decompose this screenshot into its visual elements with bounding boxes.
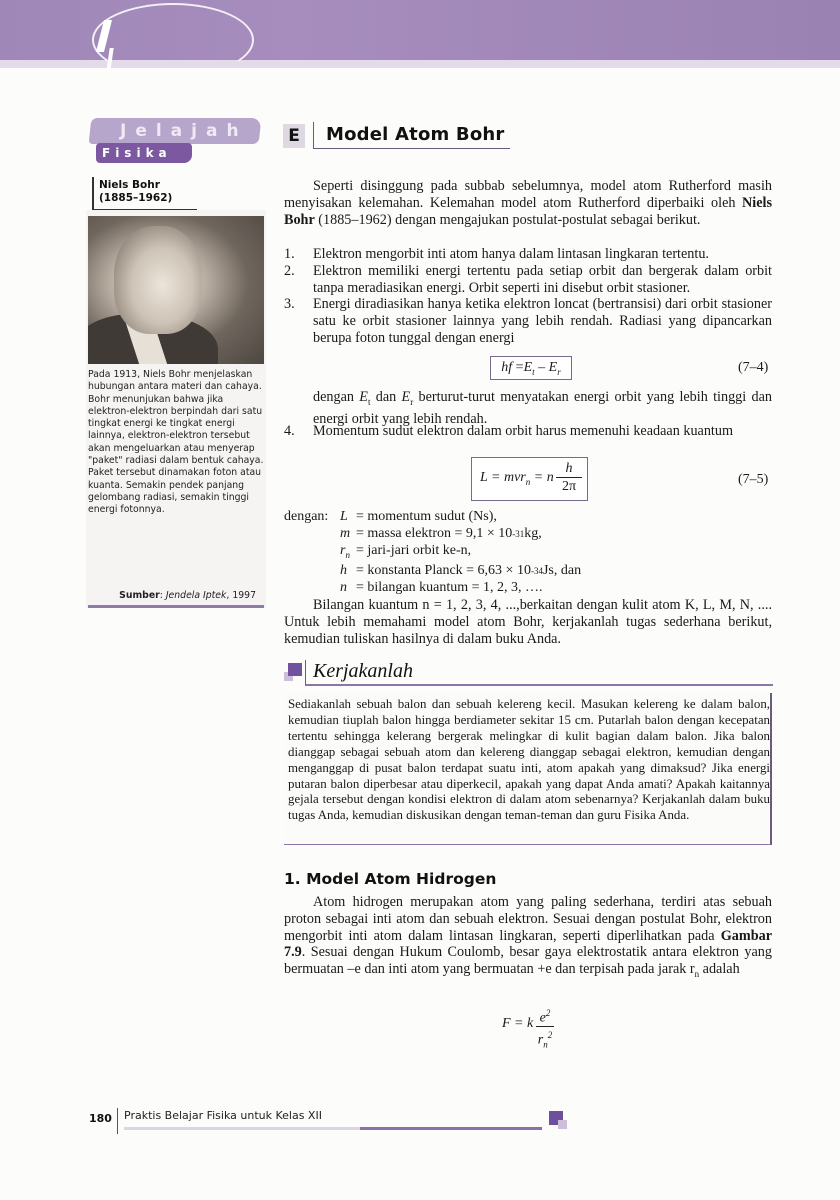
footer-rule [124, 1127, 364, 1130]
hydrogen-paragraph: Atom hidrogen merupakan atom yang paling sederhana, terdiri atas sebuah proton sebagai inti atom dan sebuah elektron. Sesuai dengan postulat Bohr, elektron mengorbit inti atom dalam lintasan lingkaran, seperti diperlihatkan pada Gambar 7.9. Sesuai dengan Hukum Coulomb, besar gaya elektrostatik antara elektron yang bermuatan –e dan inti atom yang bermuatan +e dan terpisah pada jarak $r_n$ adalah [284, 894, 772, 980]
photo-caption: Pada 1913, Niels Bohr menjelaskan hubungan antara materi dan cahaya. Bohr menunjukan bahwa jika elektron-elektron berpindah dari satu tingkat energi ke tingkat energi lainnya, elektron-elektron tersebut akan mengeluarkan atau menyerap "paket" radiasi dalam bentuk cahaya. Paket tersebut dinamakan foton atau kuanta. Semakin pendek panjang gelombang radiasi, semakin tinggi energi fotonnya. [88, 369, 264, 516]
subsection-title: 1. Model Atom Hidrogen [284, 870, 497, 888]
postulate-list-cont [284, 423, 772, 440]
section-letter: E [283, 124, 305, 148]
equation-number: (7–4) [738, 360, 769, 375]
equation-number: (7–5) [738, 472, 769, 487]
postulate-list [284, 246, 772, 347]
activity-title: Kerjakanlah [313, 660, 413, 682]
photo-face [114, 226, 202, 334]
equation-7-4: hf $=E_t - E_r$ [490, 356, 572, 380]
list-item: 1. Elektron mengorbit inti atom hanya dalam lintasan lingkaran tertentu. [284, 246, 709, 262]
book-title: Praktis Belajar Fisika untuk Kelas XII [124, 1109, 322, 1122]
jelajah-badge: Jelajah [89, 118, 262, 144]
footer-divider [117, 1108, 118, 1134]
definition-row: h = konstanta Planck = 6,63 × 10 -34 Js, dan [340, 563, 582, 579]
orbit-decoration-icon [92, 3, 254, 77]
definition-row: $r_n$ = jari-jari orbit ke-n, [340, 542, 472, 560]
intro-paragraph: Seperti disinggung pada subbab sebelumnya, model atom Rutherford masih menyisakan kelemahan. Kelemahan model atom Rutherford diperbaiki oleh Niels Bohr (1885–1962) dengan mengajukan postulat-postulat sebagai berikut. [284, 178, 772, 228]
definition-row: m = massa elektron = 9,1 × 10 -31 kg, [340, 525, 542, 541]
definition-row: n = bilangan kuantum = 1, 2, 3, …. [340, 579, 543, 595]
closing-paragraph: Bilangan kuantum n = 1, 2, 3, 4, ...,berkaitan dengan kulit atom K, L, M, N, .... Untuk lebih memahami model atom Bohr, kerjakanlah tugas sederhana berikut, kemudian tuliskan hasilnya di dalam buku Anda. [284, 597, 772, 647]
list-item: 3. Energi diradiasikan hanya ketika elektron loncat (bertransisi) dari orbit stasioner satu ke orbit stasioner lainnya yang lebih rendah. Radiasi yang dipancarkan berupa foton tunggal dengan energi [284, 296, 772, 346]
eq1-explanation: dengan $E_t$ dan $E_r$ berturut-turut menyatakan energi orbit yang lebih tinggi dan energi orbit yang lebih rendah. [313, 389, 772, 427]
fraction: h 2π [556, 460, 582, 496]
source-credit: Sumber: Jendela Iptek, 1997 [119, 590, 256, 601]
page-number: 180 [89, 1112, 112, 1125]
variable-definitions [284, 509, 581, 597]
list-item: 2. Elektron memiliki energi tertentu pada setiap orbit dan bergerak dalam orbit tanpa meradiasikan energi. Orbit seperti ini disebut orbit stasioner. [284, 262, 772, 296]
activity-square-icon [288, 663, 302, 676]
fisika-badge: Fisika [96, 143, 192, 163]
sidebar-divider [88, 605, 264, 608]
person-heading [92, 177, 197, 210]
fraction: $e^2$ $r_n^2$ [537, 1008, 553, 1050]
section-title: Model Atom Bohr [326, 124, 505, 145]
list-item: 4. Momentum sudut elektron dalam orbit harus memenuhi keadaan kuantum [284, 423, 734, 439]
activity-text: Sediakanlah sebuah balon dan sebuah kelereng kecil. Masukan kelereng ke dalam balon, kemudian tiuplah balon hingga berdiameter sekitar 15 cm. Putarlah balon dengan kecepatan tertentu sehingga kelerang bergerak melingkar di kulit bagian dalam balon. Jika balon dianggap sebagai sebuah atom dan kelereng dianggap sebagai elektron, kemudian dengan menganggap di pusat balon terdapat suatu inti, atom apakah yang dimaksud? Jika energi putaran balon diperbesar atau diperkecil, apakah yang dapat Anda amati? Apakah kaitannya gejala tersebut dengan kondisi elektron di dalam atom sebenarnya? Kerjakanlah dalam buku tugas Anda, kemudian diskusikan dengan teman-teman dan guru Fisika Anda. [288, 697, 770, 823]
niels-bohr-photo [88, 216, 264, 364]
footer-rule-accent [360, 1127, 542, 1130]
equation-7-5: L = mvr$_n$ = n h 2π [471, 457, 588, 501]
footer-square-icon [558, 1120, 567, 1129]
person-name: Niels Bohr [99, 179, 160, 191]
definition-row: dengan: L = momentum sudut (Ns), [284, 509, 497, 524]
person-years: (1885–1962) [99, 192, 173, 204]
